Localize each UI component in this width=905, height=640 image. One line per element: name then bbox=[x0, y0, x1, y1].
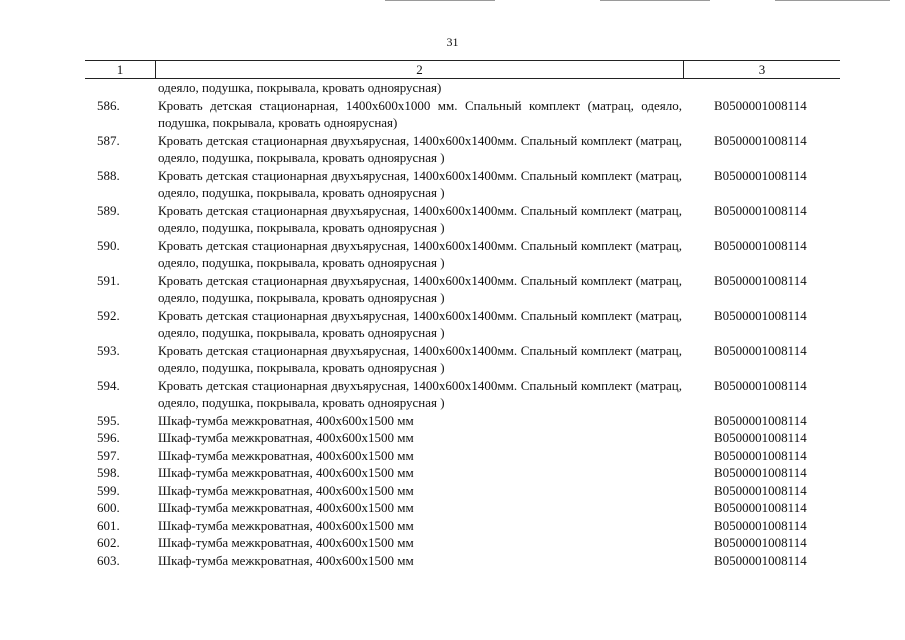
row-description: Кровать детская стационарная двухъярусная, 1400х600х1400мм. Спальный комплект (матрац, одеяло, подушка, покрывала, кровать одноярусная ) bbox=[158, 237, 682, 270]
table-row bbox=[85, 482, 840, 500]
row-description: Шкаф-тумба межкроватная, 400х600х1500 мм bbox=[158, 447, 414, 463]
row-code: В0500001008114 bbox=[714, 167, 807, 183]
table-row bbox=[85, 237, 840, 272]
row-code: В0500001008114 bbox=[714, 272, 807, 288]
row-number: 595. bbox=[97, 412, 120, 428]
row-number: 592. bbox=[97, 307, 120, 323]
row-code: В0500001008114 bbox=[714, 465, 807, 480]
scan-artifact-line bbox=[600, 0, 710, 1]
table-row bbox=[85, 342, 840, 377]
table-body bbox=[85, 79, 840, 569]
row-number: 591. bbox=[97, 272, 120, 288]
row-description: Шкаф-тумба межкроватная, 400х600х1500 мм bbox=[158, 465, 414, 480]
row-number: 593. bbox=[97, 342, 120, 358]
column-header-3: 3 bbox=[758, 62, 766, 77]
column-header-1: 1 bbox=[116, 62, 124, 77]
row-code: В0500001008114 bbox=[714, 307, 807, 323]
scan-artifact-line bbox=[775, 0, 890, 1]
row-description: Шкаф-тумба межкроватная, 400х600х1500 мм bbox=[158, 412, 414, 428]
row-description: Кровать детская стационарная двухъярусная, 1400х600х1400мм. Спальный комплект (матрац, одеяло, подушка, покрывала, кровать одноярусная ) bbox=[158, 272, 682, 305]
items-table bbox=[85, 60, 840, 569]
row-code: В0500001008114 bbox=[714, 517, 807, 533]
row-code: В0500001008114 bbox=[714, 202, 807, 218]
table-row bbox=[85, 464, 840, 482]
row-code: В0500001008114 bbox=[714, 237, 807, 253]
row-description: Кровать детская стационарная двухъярусная, 1400х600х1400мм. Спальный комплект (матрац, одеяло, подушка, покрывала, кровать одноярусная ) bbox=[158, 377, 682, 410]
row-description: Кровать детская стационарная, 1400х600х1000 мм. Спальный комплект (матрац, одеяло, подушка, покрывала, кровать одноярусная) bbox=[158, 97, 682, 130]
table-row bbox=[85, 377, 840, 412]
row-description: Шкаф-тумба межкроватная, 400х600х1500 мм bbox=[158, 430, 414, 445]
table-row bbox=[85, 412, 840, 430]
row-code: В0500001008114 bbox=[714, 412, 807, 428]
row-code: В0500001008114 bbox=[714, 552, 807, 568]
row-number: 600. bbox=[97, 500, 120, 515]
row-number: 590. bbox=[97, 237, 120, 253]
table-row bbox=[85, 429, 840, 447]
row-number: 599. bbox=[97, 482, 120, 498]
row-description: Кровать детская стационарная двухъярусная, 1400х600х1400мм. Спальный комплект (матрац, одеяло, подушка, покрывала, кровать одноярусная ) bbox=[158, 342, 682, 375]
table-row bbox=[85, 272, 840, 307]
row-number: 594. bbox=[97, 377, 120, 393]
table-row bbox=[85, 517, 840, 535]
row-code: В0500001008114 bbox=[714, 342, 807, 358]
row-description: Шкаф-тумба межкроватная, 400х600х1500 мм bbox=[158, 552, 414, 568]
row-code: В0500001008114 bbox=[714, 132, 807, 148]
row-code: В0500001008114 bbox=[714, 535, 807, 550]
row-description: Шкаф-тумба межкроватная, 400х600х1500 мм bbox=[158, 517, 414, 533]
row-code: В0500001008114 bbox=[714, 482, 807, 498]
column-header-2: 2 bbox=[416, 62, 423, 77]
row-number: 598. bbox=[97, 465, 120, 480]
row-code: В0500001008114 bbox=[714, 430, 807, 445]
scan-artifact-line bbox=[385, 0, 495, 1]
row-number: 597. bbox=[97, 447, 120, 463]
continuation-line: одеяло, подушка, покрывала, кровать одноярусная) bbox=[158, 80, 442, 95]
table-row bbox=[85, 499, 840, 517]
table-row bbox=[85, 534, 840, 552]
row-number: 602. bbox=[97, 535, 120, 550]
row-description: Шкаф-тумба межкроватная, 400х600х1500 мм bbox=[158, 500, 414, 515]
row-number: 586. bbox=[97, 97, 120, 113]
row-description: Кровать детская стационарная двухъярусная, 1400х600х1400мм. Спальный комплект (матрац, одеяло, подушка, покрывала, кровать одноярусная ) bbox=[158, 307, 682, 340]
row-description: Кровать детская стационарная двухъярусная, 1400х600х1400мм. Спальный комплект (матрац, одеяло, подушка, покрывала, кровать одноярусная ) bbox=[158, 167, 682, 200]
page-number: 31 bbox=[446, 35, 459, 49]
table-header bbox=[85, 60, 840, 79]
row-code: В0500001008114 bbox=[714, 500, 807, 515]
row-code: В0500001008114 bbox=[714, 377, 807, 393]
row-number: 587. bbox=[97, 132, 120, 148]
row-number: 603. bbox=[97, 552, 120, 568]
row-number: 596. bbox=[97, 430, 120, 445]
row-description: Шкаф-тумба межкроватная, 400х600х1500 мм bbox=[158, 482, 414, 498]
table-row bbox=[85, 202, 840, 237]
row-number: 601. bbox=[97, 517, 120, 533]
table-row bbox=[85, 132, 840, 167]
row-description: Кровать детская стационарная двухъярусная, 1400х600х1400мм. Спальный комплект (матрац, одеяло, подушка, покрывала, кровать одноярусная ) bbox=[158, 132, 682, 165]
table-row bbox=[85, 552, 840, 570]
table-row bbox=[85, 307, 840, 342]
row-code: В0500001008114 bbox=[714, 97, 807, 113]
row-code: В0500001008114 bbox=[714, 447, 807, 463]
row-number: 588. bbox=[97, 167, 120, 183]
row-description: Шкаф-тумба межкроватная, 400х600х1500 мм bbox=[158, 535, 414, 550]
table-row bbox=[85, 97, 840, 132]
table-row bbox=[85, 447, 840, 465]
table-row bbox=[85, 167, 840, 202]
row-number: 589. bbox=[97, 202, 120, 218]
row-description: Кровать детская стационарная двухъярусная, 1400х600х1400мм. Спальный комплект (матрац, одеяло, подушка, покрывала, кровать одноярусная ) bbox=[158, 202, 682, 235]
